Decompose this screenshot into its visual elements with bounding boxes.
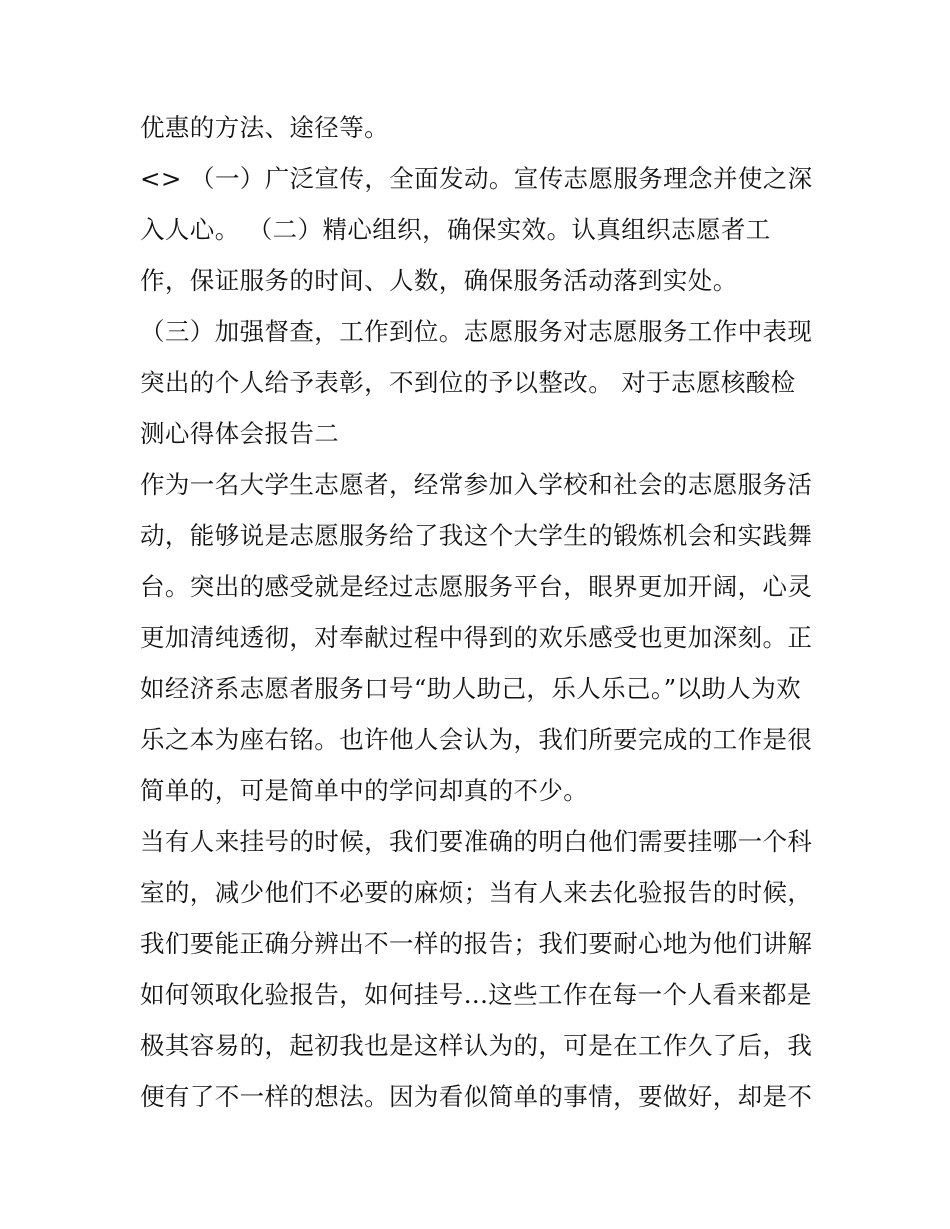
text-line-8: 作为一名大学生志愿者，经常参加入学校和社会的志愿服务活 [140,470,813,499]
text-line-11: 更加清纯透彻，对奉献过程中得到的欢乐感受也更加深刻。正 [140,623,813,652]
text-line-9: 动，能够说是志愿服务给了我这个大学生的锻炼机会和实践舞 [140,521,813,550]
text-line-14: 简单的，可是简单中的学问却真的不少。 [140,776,589,805]
text-line-16: 室的，减少他们不必要的麻烦；当有人来去化验报告的时候， [140,878,813,907]
text-line-10: 台。突出的感受就是经过志愿服务平台，眼界更加开阔，心灵 [140,572,813,601]
text-line-4: 作，保证服务的时间、人数，确保服务活动落到实处。 [140,266,738,295]
text-line-3: 入人心。 （二）精心组织，确保实效。认真组织志愿者工 [140,215,771,244]
text-line-6: 突出的个人给予表彰，不到位的予以整改。 对于志愿核酸检 [140,368,796,397]
text-line-1: 优惠的方法、途径等。 [140,113,389,142]
text-line-5: （三）加强督查，工作到位。志愿服务对志愿服务工作中表现 [140,317,813,346]
text-line-20: 便有了不一样的想法。因为看似简单的事情，要做好，却是不 [140,1082,813,1111]
text-line-12: 如经济系志愿者服务口号“助人助己，乐人乐己。”以助人为欢 [140,674,801,703]
text-line-18: 如何领取化验报告，如何挂号...这些工作在每一个人看来都是 [140,980,812,1009]
text-line-2: <> （一）广泛宣传，全面发动。宣传志愿服务理念并使之深 [140,164,813,193]
text-line-17: 我们要能正确分辨出不一样的报告；我们要耐心地为他们讲解 [140,929,813,958]
text-line-19: 极其容易的，起初我也是这样认为的，可是在工作久了后，我 [140,1031,813,1060]
text-line-7: 测心得体会报告二 [140,419,340,448]
text-line-15: 当有人来挂号的时候，我们要准确的明白他们需要挂哪一个科 [140,827,813,856]
text-line-13: 乐之本为座右铭。也许他人会认为，我们所要完成的工作是很 [140,725,813,754]
